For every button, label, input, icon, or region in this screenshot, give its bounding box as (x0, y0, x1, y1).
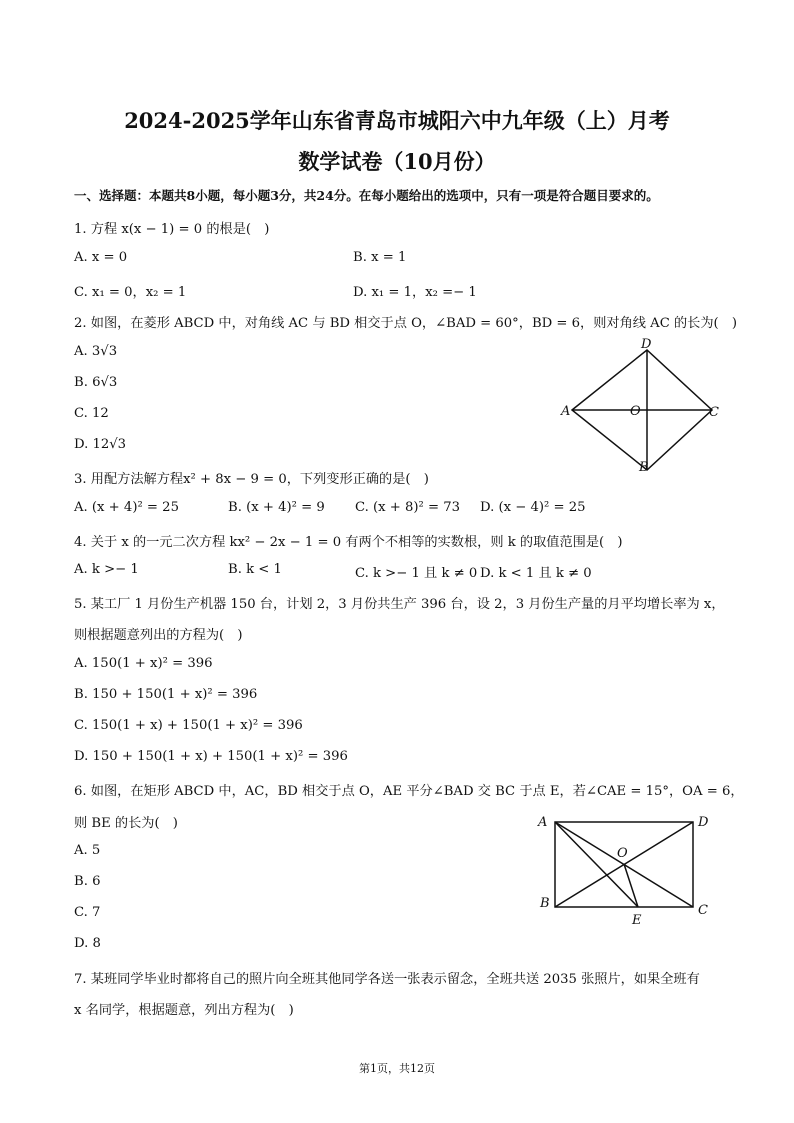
question-2-option-d: D. 12√3 (74, 437, 127, 452)
question-6-stem-line2: 则 BE 的长为( ) (74, 816, 178, 831)
question-6-option-a: A. 5 (74, 843, 101, 858)
question-5-option-c: C. 150(1 + x) + 150(1 + x)² = 396 (74, 718, 303, 733)
exam-subtitle: 数学试卷（10月份） (298, 149, 496, 174)
label-a: A (538, 815, 548, 830)
label-b: B (540, 896, 550, 911)
question-7-stem-line1: 7. 某班同学毕业时都将自己的照片向全班其他同学各送一张表示留念，全班共送 2035 张照片，如果全班有 (74, 972, 700, 987)
rhombus-figure (555, 335, 730, 475)
question-2-option-a: A. 3√3 (74, 344, 118, 359)
label-b: B (639, 460, 649, 475)
question-4-option-b: B. k < 1 (228, 562, 282, 577)
question-3-option-b: B. (x + 4)² = 9 (228, 500, 325, 515)
question-7-stem-line2: x 名同学，根据题意，列出方程为( ) (74, 1003, 294, 1018)
question-2-stem: 2. 如图，在菱形 ABCD 中，对角线 AC 与 BD 相交于点 O，∠BAD = 60°，BD = 6，则对角线 AC 的长为( ) (74, 316, 738, 331)
question-6-option-c: C. 7 (74, 905, 101, 920)
question-3-option-c: C. (x + 8)² = 73 (355, 500, 461, 515)
exam-title: 2024-2025学年山东省青岛市城阳六中九年级（上）月考 (124, 108, 670, 133)
question-4-option-a: A. k >− 1 (74, 562, 139, 577)
question-1-option-b: B. x = 1 (353, 250, 407, 265)
question-4-stem: 4. 关于 x 的一元二次方程 kx² − 2x − 1 = 0 有两个不相等的实数根，则 k 的取值范围是( ) (74, 535, 623, 550)
label-o: O (630, 404, 641, 419)
label-c: C (709, 405, 719, 420)
label-e: E (632, 913, 642, 928)
question-2-option-c: C. 12 (74, 406, 109, 421)
question-1-option-c: C. x₁ = 0，x₂ = 1 (74, 285, 187, 300)
question-4-option-d: D. k < 1 且 k ≠ 0 (480, 566, 592, 581)
label-o: O (617, 846, 628, 861)
question-5-option-b: B. 150 + 150(1 + x)² = 396 (74, 687, 258, 702)
rectangle-figure (530, 808, 720, 930)
question-5-option-d: D. 150 + 150(1 + x) + 150(1 + x)² = 396 (74, 749, 348, 764)
question-1-option-d: D. x₁ = 1，x₂ =− 1 (353, 285, 477, 300)
question-6-stem-line1: 6. 如图，在矩形 ABCD 中，AC，BD 相交于点 O，AE 平分∠BAD 交 BC 于点 E，若∠CAE = 15°，OA = 6， (74, 784, 744, 799)
question-5-stem-line1: 5. 某工厂 1 月份生产机器 150 台，计划 2，3 月份共生产 396 台，设 2，3 月份生产量的月平均增长率为 x， (74, 597, 725, 612)
question-6-option-b: B. 6 (74, 874, 101, 889)
label-c: C (698, 903, 708, 918)
question-3-option-a: A. (x + 4)² = 25 (74, 500, 179, 515)
label-d: D (641, 337, 652, 352)
question-1-stem: 1. 方程 x(x − 1) = 0 的根是( ) (74, 222, 270, 237)
question-5-option-a: A. 150(1 + x)² = 396 (74, 656, 213, 671)
question-2-option-b: B. 6√3 (74, 375, 118, 390)
question-6-option-d: D. 8 (74, 936, 101, 951)
question-3-stem: 3. 用配方法解方程x² + 8x − 9 = 0，下列变形正确的是( ) (74, 472, 429, 487)
question-4-option-c: C. k >− 1 且 k ≠ 0 (355, 566, 478, 581)
page-footer: 第1页，共12页 (359, 1062, 435, 1075)
section-heading: 一、选择题：本题共8小题，每小题3分，共24分。在每小题给出的选项中，只有一项是符合题目要求的。 (74, 188, 659, 203)
question-3-option-d: D. (x − 4)² = 25 (480, 500, 586, 515)
label-a: A (561, 404, 571, 419)
label-d: D (698, 815, 709, 830)
question-5-stem-line2: 则根据题意列出的方程为( ) (74, 628, 243, 643)
question-1-option-a: A. x = 0 (74, 250, 128, 265)
